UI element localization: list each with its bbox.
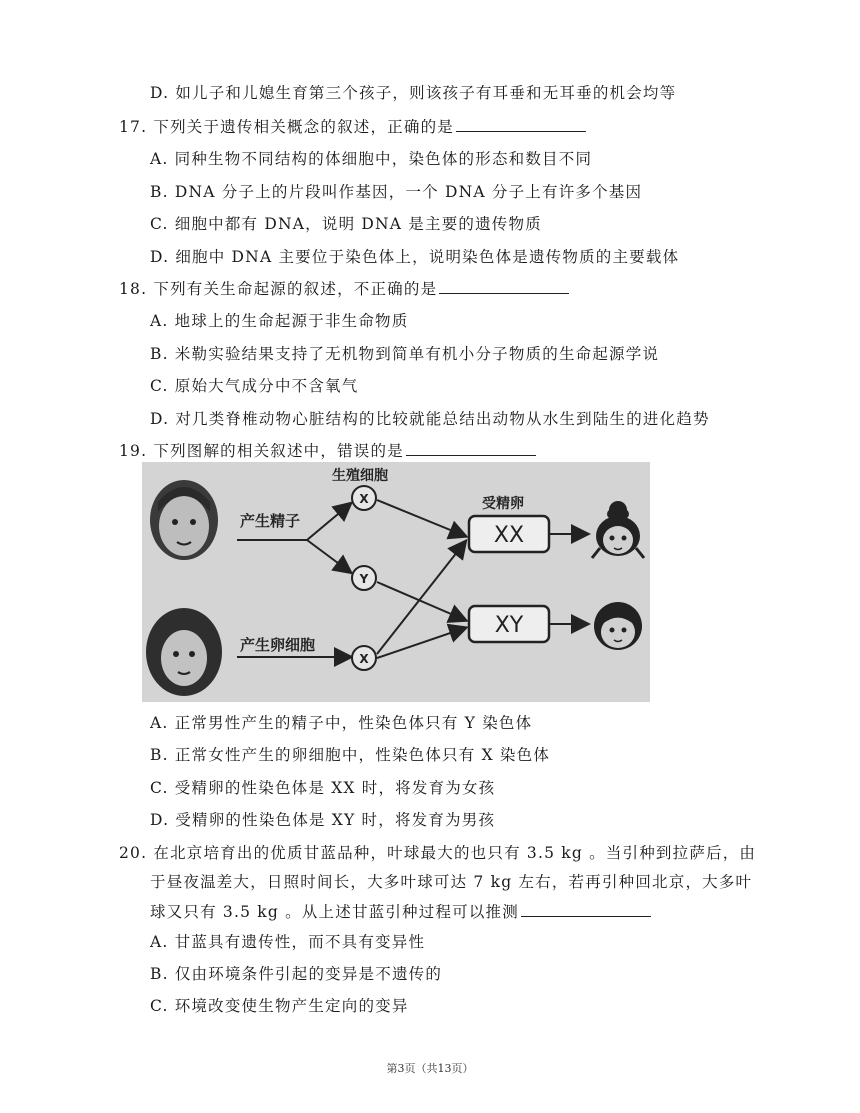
zygote-xx-box <box>469 516 549 552</box>
sperm-x-label: X <box>359 492 369 506</box>
q17-option-c: C. 细胞中都有 DNA，说明 DNA 是主要的遗传物质 <box>150 215 542 233</box>
germ-cells-label: 生殖细胞 <box>332 468 388 484</box>
zygote-xy-label: XY <box>494 613 524 638</box>
figure-svg <box>142 462 650 702</box>
q19-option-b: B. 正常女性产生的卵细胞中，性染色体只有 X 染色体 <box>150 746 551 764</box>
q16-option-d: D. 如儿子和儿媳生育第三个孩子，则该孩子有耳垂和无耳垂的机会均等 <box>150 84 677 102</box>
girl-face-icon <box>592 501 644 558</box>
answer-blank[interactable] <box>456 117 586 132</box>
arrow-y-to-xy <box>377 582 465 620</box>
page-footer: 第3页（共13页） <box>386 1062 474 1075</box>
answer-blank[interactable] <box>406 441 536 456</box>
zygote-xx-label: XX <box>493 523 525 548</box>
answer-blank[interactable] <box>439 279 569 294</box>
question-17 <box>119 115 586 137</box>
q19-option-c: C. 受精卵的性染色体是 XX 时，将发育为女孩 <box>150 779 496 797</box>
q18-option-a: A. 地球上的生命起源于非生命物质 <box>150 312 409 330</box>
question-19 <box>119 439 536 461</box>
answer-blank[interactable] <box>521 902 651 917</box>
q20-option-c: C. 环境改变使生物产生定向的变异 <box>150 997 409 1015</box>
boy-face-icon <box>594 602 642 650</box>
arrow-to-sperm-x <box>307 504 350 540</box>
sperm-y-cell <box>352 566 376 590</box>
female-face-icon <box>146 608 222 696</box>
q18-option-b: B. 米勒实验结果支持了无机物到简单有机小分子物质的生命起源学说 <box>150 345 660 363</box>
arrow-egg-to-xx <box>377 542 465 654</box>
arrow-x-to-xx <box>377 500 465 536</box>
q18-option-c: C. 原始大气成分中不含氧气 <box>150 377 359 395</box>
question-20-line-1: 20. 在北京培育出的优质甘蓝品种，叶球最大的也只有 3.5 kg 。当引种到拉萨后，由 <box>119 844 757 862</box>
q17-option-a: A. 同种生物不同结构的体细胞中，染色体的形态和数目不同 <box>150 150 593 168</box>
sperm-x-cell <box>352 486 376 510</box>
q17-option-d: D. 细胞中 DNA 主要位于染色体上，说明染色体是遗传物质的主要载体 <box>150 248 680 266</box>
question-20-line-2: 于昼夜温差大，日照时间长，大多叶球可达 7 kg 左右，若再引种回北京，大多叶 <box>150 873 753 891</box>
egg-x-cell <box>352 646 376 670</box>
question-20-line-3-text: 球又只有 3.5 kg 。从上述甘蓝引种过程可以推测 <box>150 903 519 921</box>
question-17-text: 17. 下列关于遗传相关概念的叙述，正确的是 <box>119 118 454 136</box>
question-19-text: 19. 下列图解的相关叙述中，错误的是 <box>119 442 404 460</box>
male-face-icon <box>150 480 218 560</box>
q20-option-b: B. 仅由环境条件引起的变异是不遗传的 <box>150 965 443 983</box>
sex-determination-figure <box>142 462 650 702</box>
zygote-xy-box <box>469 606 549 642</box>
zygote-label: 受精卵 <box>482 496 524 512</box>
produce-sperm-label: 产生精子 <box>240 512 301 530</box>
q19-option-d: D. 受精卵的性染色体是 XY 时，将发育为男孩 <box>150 811 496 829</box>
question-20-line-3 <box>150 900 651 922</box>
produce-egg-label: 产生卵细胞 <box>240 636 316 654</box>
q17-option-b: B. DNA 分子上的片段叫作基因，一个 DNA 分子上有许多个基因 <box>150 183 643 201</box>
question-18-text: 18. 下列有关生命起源的叙述，不正确的是 <box>119 280 438 298</box>
arrow-egg-to-xy <box>377 628 465 658</box>
q19-option-a: A. 正常男性产生的精子中，性染色体只有 Y 染色体 <box>150 714 533 732</box>
question-18 <box>119 277 569 299</box>
q20-option-a: A. 甘蓝具有遗传性，而不具有变异性 <box>150 933 426 951</box>
q18-option-d: D. 对几类脊椎动物心脏结构的比较就能总结出动物从水生到陆生的进化趋势 <box>150 410 710 428</box>
sperm-y-label: Y <box>359 572 369 586</box>
egg-x-label: X <box>359 652 369 666</box>
arrow-to-sperm-y <box>307 540 350 572</box>
